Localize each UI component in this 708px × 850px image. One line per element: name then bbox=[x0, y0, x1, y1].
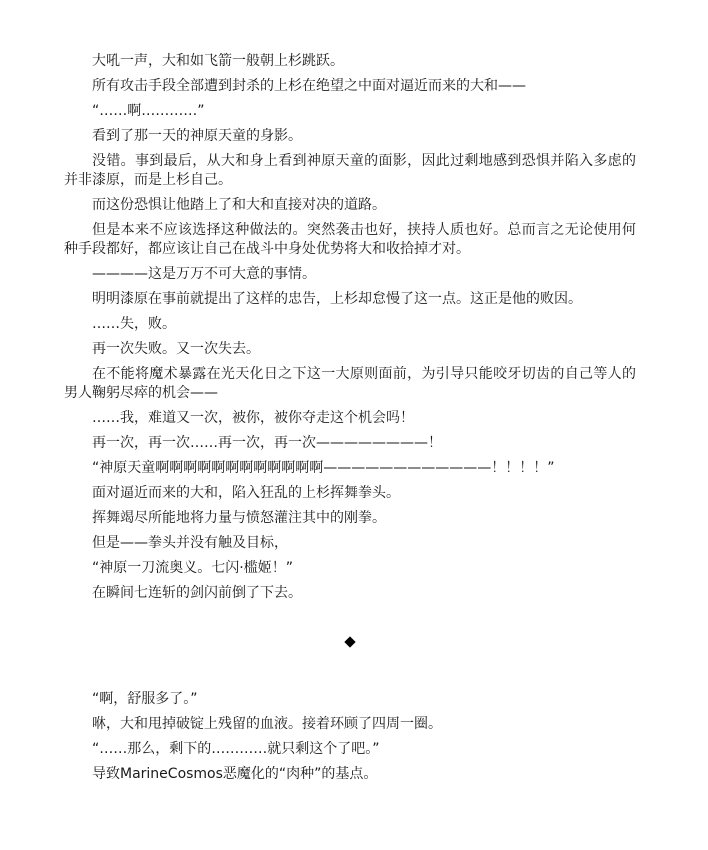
diamond-icon bbox=[344, 636, 355, 647]
paragraph: 而这份恐惧让他踏上了和大和直接对决的道路。 bbox=[92, 197, 386, 213]
paragraph: 明明漆原在事前就提出了这样的忠告，上杉却怠慢了这一点。这正是他的败因。 bbox=[92, 291, 582, 307]
document-page bbox=[64, 52, 636, 790]
paragraph: 咻，大和甩掉破锭上残留的血液。接着环顾了四周一圈。 bbox=[92, 716, 442, 732]
paragraph: 导致MarineCosmos恶魔化的“肉种”的基点。 bbox=[92, 766, 378, 782]
paragraph: 所有攻击手段全部遭到封杀的上杉在绝望之中面对逼近而来的大和—— bbox=[92, 78, 526, 94]
paragraph: 大吼一声，大和如飞箭一般朝上杉跳跃。 bbox=[92, 53, 344, 69]
paragraph: 但是——拳头并没有触及目标， bbox=[92, 535, 288, 551]
paragraph: ……失，败。 bbox=[92, 316, 176, 332]
paragraph: “……那么，剩下的…………就只剩这个了吧。” bbox=[92, 741, 380, 757]
paragraph: 挥舞竭尽所能地将力量与愤怒灌注其中的刚拳。 bbox=[92, 510, 386, 526]
section-separator bbox=[64, 633, 636, 652]
paragraph: 再一次，再一次……再一次，再一次————————！ bbox=[92, 435, 442, 451]
paragraph: “神原一刀流奥义。七闪·槛姬！” bbox=[92, 560, 293, 576]
paragraph: “啊，舒服多了。” bbox=[92, 691, 198, 707]
paragraph: 面对逼近而来的大和，陷入狂乱的上杉挥舞拳头。 bbox=[92, 485, 400, 501]
paragraph: ————这是万万不可大意的事情。 bbox=[92, 266, 316, 282]
paragraph: 在瞬间七连斩的剑闪前倒了下去。 bbox=[92, 585, 302, 601]
paragraph: “……啊…………” bbox=[92, 103, 205, 119]
paragraph: ……我，难道又一次，被你，被你夺走这个机会吗！ bbox=[92, 410, 414, 426]
paragraph: 看到了那一天的神原天童的身影。 bbox=[92, 128, 302, 144]
section-1 bbox=[64, 52, 636, 603]
paragraph: 没错。事到最后，从大和身上看到神原天童的面影，因此过剩地感到恐惧并陷入多虑的并非漆原，而是上杉自己。 bbox=[64, 153, 636, 188]
paragraph: 再一次失败。又一次失去。 bbox=[92, 341, 260, 357]
section-2 bbox=[64, 690, 636, 784]
paragraph: 但是本来不应该选择这种做法的。突然袭击也好，挟持人质也好。总而言之无论使用何种手段都好，都应该让自己在战斗中身处优势将大和收拾掉才对。 bbox=[64, 222, 636, 257]
paragraph: 在不能将魔术暴露在光天化日之下这一大原则面前，为引导只能咬牙切齿的自己等人的男人鞠躬尽瘁的机会—— bbox=[64, 366, 636, 401]
paragraph: “神原天童啊啊啊啊啊啊啊啊啊啊啊啊————————————！！！！” bbox=[92, 460, 555, 476]
